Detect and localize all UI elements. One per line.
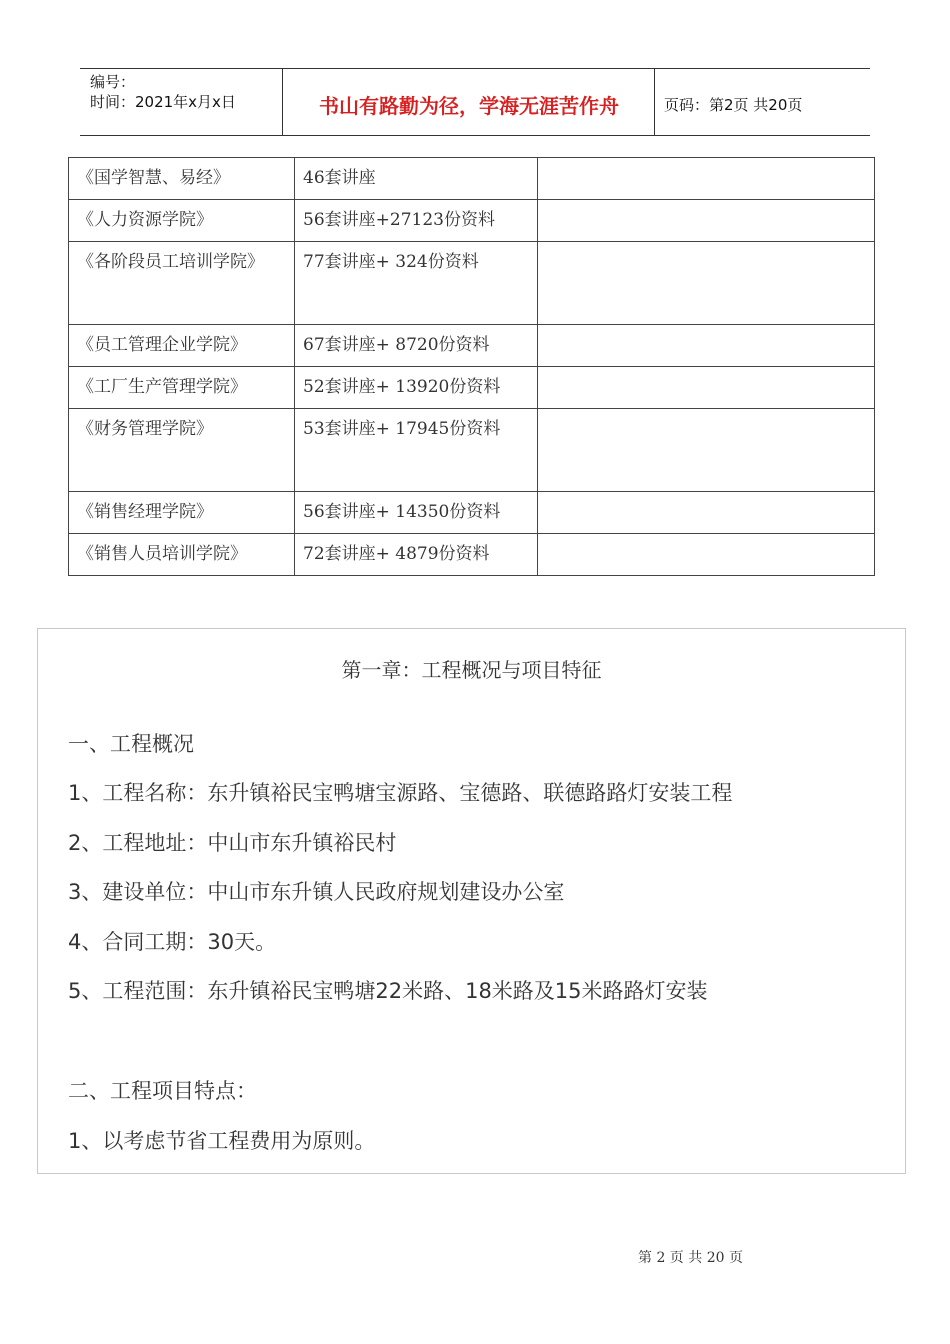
table-row (69, 325, 875, 367)
table-row (69, 534, 875, 576)
course-note-cell (538, 492, 875, 534)
course-table (68, 157, 875, 576)
item-project-address: 2、工程地址：中山市东升镇裕民村 (68, 831, 397, 855)
course-content-cell: 72套讲座+ 4879份资料 (295, 534, 538, 576)
section-title-features: 二、工程项目特点： (68, 1079, 257, 1103)
course-name-cell: 《工厂生产管理学院》 (69, 367, 295, 409)
course-name-cell: 《销售人员培训学院》 (69, 534, 295, 576)
item-contract-period: 4、合同工期：30天。 (68, 930, 277, 954)
section-title-overview: 一、工程概况 (68, 732, 194, 756)
footer-page-number: 第 2 页 共 20 页 (638, 1250, 743, 1266)
course-name-cell: 《财务管理学院》 (69, 409, 295, 492)
course-note-cell (538, 534, 875, 576)
table-row (69, 367, 875, 409)
course-name-cell: 《销售经理学院》 (69, 492, 295, 534)
course-note-cell (538, 200, 875, 242)
course-note-cell (538, 325, 875, 367)
header-page-info: 页码：第2页 共20页 (664, 96, 803, 114)
course-note-cell (538, 367, 875, 409)
header-divider-1 (282, 68, 283, 136)
course-content-cell: 56套讲座+27123份资料 (295, 200, 538, 242)
header-divider-2 (654, 68, 655, 136)
chapter-title: 第一章：工程概况与项目特征 (341, 658, 602, 682)
course-content-cell: 77套讲座+ 324份资料 (295, 242, 538, 325)
course-content-cell: 53套讲座+ 17945份资料 (295, 409, 538, 492)
course-note-cell (538, 242, 875, 325)
header-motto: 书山有路勤为径，学海无涯苦作舟 (319, 94, 619, 118)
course-note-cell (538, 158, 875, 200)
table-row (69, 242, 875, 325)
item-builder: 3、建设单位：中山市东升镇人民政府规划建设办公室 (68, 880, 565, 904)
table-row (69, 200, 875, 242)
header-serial-label: 编号： (90, 73, 136, 91)
header-top-rule (80, 68, 870, 69)
item-project-scope: 5、工程范围：东升镇裕民宝鸭塘22米路、18米路及15米路路灯安装 (68, 979, 708, 1003)
course-content-cell: 52套讲座+ 13920份资料 (295, 367, 538, 409)
course-name-cell: 《国学智慧、易经》 (69, 158, 295, 200)
header-bottom-rule (80, 135, 870, 136)
course-name-cell: 《员工管理企业学院》 (69, 325, 295, 367)
course-name-cell: 《各阶段员工培训学院》 (69, 242, 295, 325)
course-content-cell: 67套讲座+ 8720份资料 (295, 325, 538, 367)
item-project-name: 1、工程名称：东升镇裕民宝鸭塘宝源路、宝德路、联德路路灯安装工程 (68, 781, 733, 805)
table-row (69, 409, 875, 492)
table-row (69, 158, 875, 200)
course-name-cell: 《人力资源学院》 (69, 200, 295, 242)
course-table-body (69, 158, 875, 576)
item-feature-1: 1、以考虑节省工程费用为原则。 (68, 1129, 376, 1153)
course-note-cell (538, 409, 875, 492)
course-content-cell: 46套讲座 (295, 158, 538, 200)
table-row (69, 492, 875, 534)
header-time-label: 时间：2021年x月x日 (90, 93, 236, 111)
course-content-cell: 56套讲座+ 14350份资料 (295, 492, 538, 534)
